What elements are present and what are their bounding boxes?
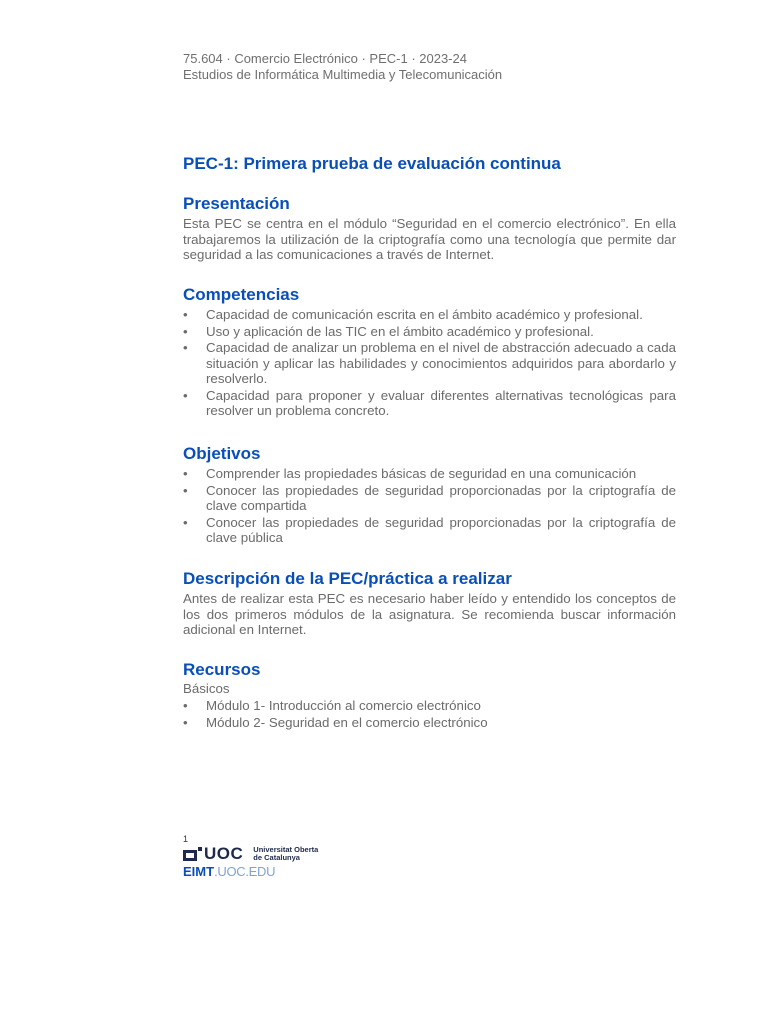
- section-competencias: [183, 284, 676, 420]
- studies-line: Estudios de Informática Multimedia y Telecomunicación: [183, 67, 503, 82]
- list-item: • Uso y aplicación de las TIC en el ámbito académico y profesional.: [183, 323, 594, 339]
- list-item: • Capacidad para proponer y evaluar diferentes alternativas tecnológicas para resolver un problema concreto.: [183, 387, 676, 418]
- bullet-icon: •: [183, 307, 188, 322]
- eimt-text: EIMT: [183, 864, 215, 879]
- uoc-mark-icon: [183, 847, 202, 861]
- recursos-subheading: Básicos: [183, 681, 230, 696]
- descripcion-text: Antes de realizar esta PEC es necesario haber leído y entendido los conceptos de los dos primeros módulos de la asignatura. Se recomienda buscar información adicional en Internet.: [183, 591, 676, 637]
- document-title: PEC-1: Primera prueba de evaluación continua: [183, 154, 561, 173]
- section-presentacion: [183, 193, 676, 263]
- section-objetivos: [183, 443, 676, 547]
- list-item: • Conocer las propiedades de seguridad proporcionadas por la criptografía de clave compartida: [183, 482, 676, 513]
- recursos-heading: Recursos: [183, 660, 261, 679]
- list-item: • Capacidad de analizar un problema en el nivel de abstracción adecuado a cada situación y aplicar las habilidades y conocimientos adquiridos para abordarlo y resolverlo.: [183, 340, 676, 386]
- page-header: [183, 51, 502, 83]
- bullet-icon: •: [183, 387, 188, 403]
- eimt-logo: [183, 865, 275, 879]
- uoc-logo-text: UOC: [204, 844, 244, 863]
- page-number: 1: [183, 834, 189, 844]
- uoc-logo-fullname: Universitat Oberta de Catalunya: [253, 845, 319, 862]
- uoc-logo: [183, 846, 318, 862]
- bullet-icon: •: [183, 714, 188, 730]
- descripcion-heading: Descripción de la PEC/práctica a realizar: [183, 569, 512, 588]
- list-item: • Módulo 1- Introducción al comercio electrónico: [183, 698, 481, 713]
- competencias-list: [183, 307, 676, 419]
- objetivos-heading: Objetivos: [183, 444, 261, 463]
- page-footer: [183, 834, 343, 884]
- presentacion-heading: Presentación: [183, 194, 290, 213]
- eimt-domain: .UOC.EDU: [214, 864, 276, 879]
- bullet-icon: •: [183, 698, 188, 713]
- recursos-list: [183, 698, 676, 730]
- objetivos-list: [183, 466, 676, 546]
- section-recursos: [183, 659, 676, 731]
- competencias-heading: Competencias: [183, 285, 300, 304]
- list-item: • Capacidad de comunicación escrita en el ámbito académico y profesional.: [183, 307, 643, 322]
- list-item: • Conocer las propiedades de seguridad proporcionadas por la criptografía de clave pública: [183, 514, 676, 545]
- bullet-icon: •: [183, 340, 188, 355]
- list-item: • Comprender las propiedades básicas de seguridad en una comunicación: [183, 466, 637, 481]
- bullet-icon: •: [183, 466, 188, 481]
- list-item: • Módulo 2- Seguridad en el comercio electrónico: [183, 714, 488, 730]
- bullet-icon: •: [183, 482, 188, 498]
- bullet-icon: •: [183, 323, 188, 339]
- section-descripcion: [183, 568, 676, 638]
- presentacion-text: Esta PEC se centra en el módulo “Seguridad en el comercio electrónico”. En ella trabajaremos la utilización de la criptografía como una tecnología que permite dar seguridad a las comunicaciones a través de Internet.: [183, 216, 676, 262]
- bullet-icon: •: [183, 514, 188, 530]
- course-line: 75.604 · Comercio Electrónico · PEC-1 · 2023-24: [183, 51, 467, 66]
